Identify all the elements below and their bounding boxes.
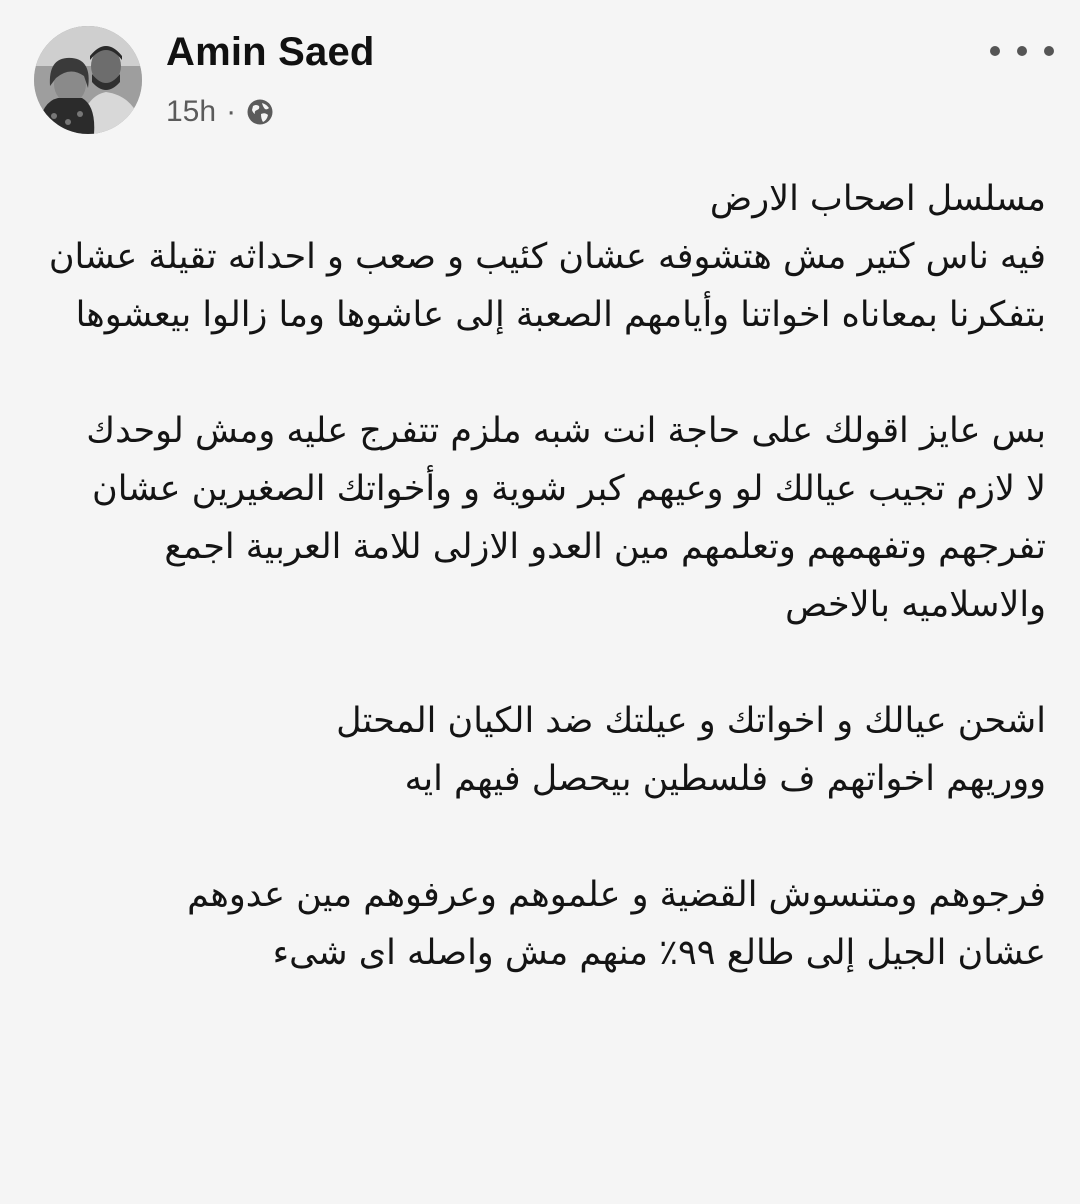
more-options-button[interactable] [990, 36, 1054, 66]
more-dot-icon [990, 46, 1000, 56]
post-timestamp[interactable]: 15h [166, 95, 217, 128]
post-meta [166, 92, 274, 132]
post-header [34, 26, 1054, 138]
meta-separator: · [226, 95, 237, 128]
post-paragraph: اشحن عيالك و اخواتك و عيلتك ضد الكيان المحتل [336, 701, 1046, 741]
post-paragraph: فرجوهم ومتنسوش القضية و علموهم وعرفوهم مين عدوهم [187, 875, 1046, 915]
paragraph-gap [40, 344, 1046, 402]
post-paragraph: عشان الجيل إلى طالع ٩٩٪ منهم مش واصله اى شىء [272, 933, 1046, 973]
profile-photo-icon [34, 26, 142, 134]
author-name[interactable]: Amin Saed [166, 30, 375, 74]
more-dot-icon [1017, 46, 1027, 56]
post-paragraph: مسلسل اصحاب الارض [709, 179, 1046, 219]
post-text [40, 170, 1046, 982]
post-paragraph: لا لازم تجيب عيالك لو وعيهم كبر شوية و وأخواتك الصغيرين عشان تفرجهم وتفهمهم وتعلمهم مين العدو الازلى للامة العربية اجمع والاسلاميه بالاخص [92, 469, 1046, 625]
post-paragraph: بس عايز اقولك على حاجة انت شبه ملزم تتفرج عليه ومش لوحدك [86, 411, 1046, 451]
more-dot-icon [1044, 46, 1054, 56]
post-paragraph: فيه ناس كتير مش هتشوفه عشان كئيب و صعب و احداثه تقيلة عشان بتفكرنا بمعاناه اخواتنا وأيامهم الصعبة إلى عاشوها وما زالوا بيعشوها [48, 237, 1046, 335]
paragraph-gap [40, 634, 1046, 692]
post-paragraph: ووريهم اخواتهم ف فلسطين بيحصل فيهم ايه [404, 759, 1046, 799]
author-avatar[interactable] [34, 26, 142, 134]
globe-icon [246, 98, 274, 126]
paragraph-gap [40, 808, 1046, 866]
